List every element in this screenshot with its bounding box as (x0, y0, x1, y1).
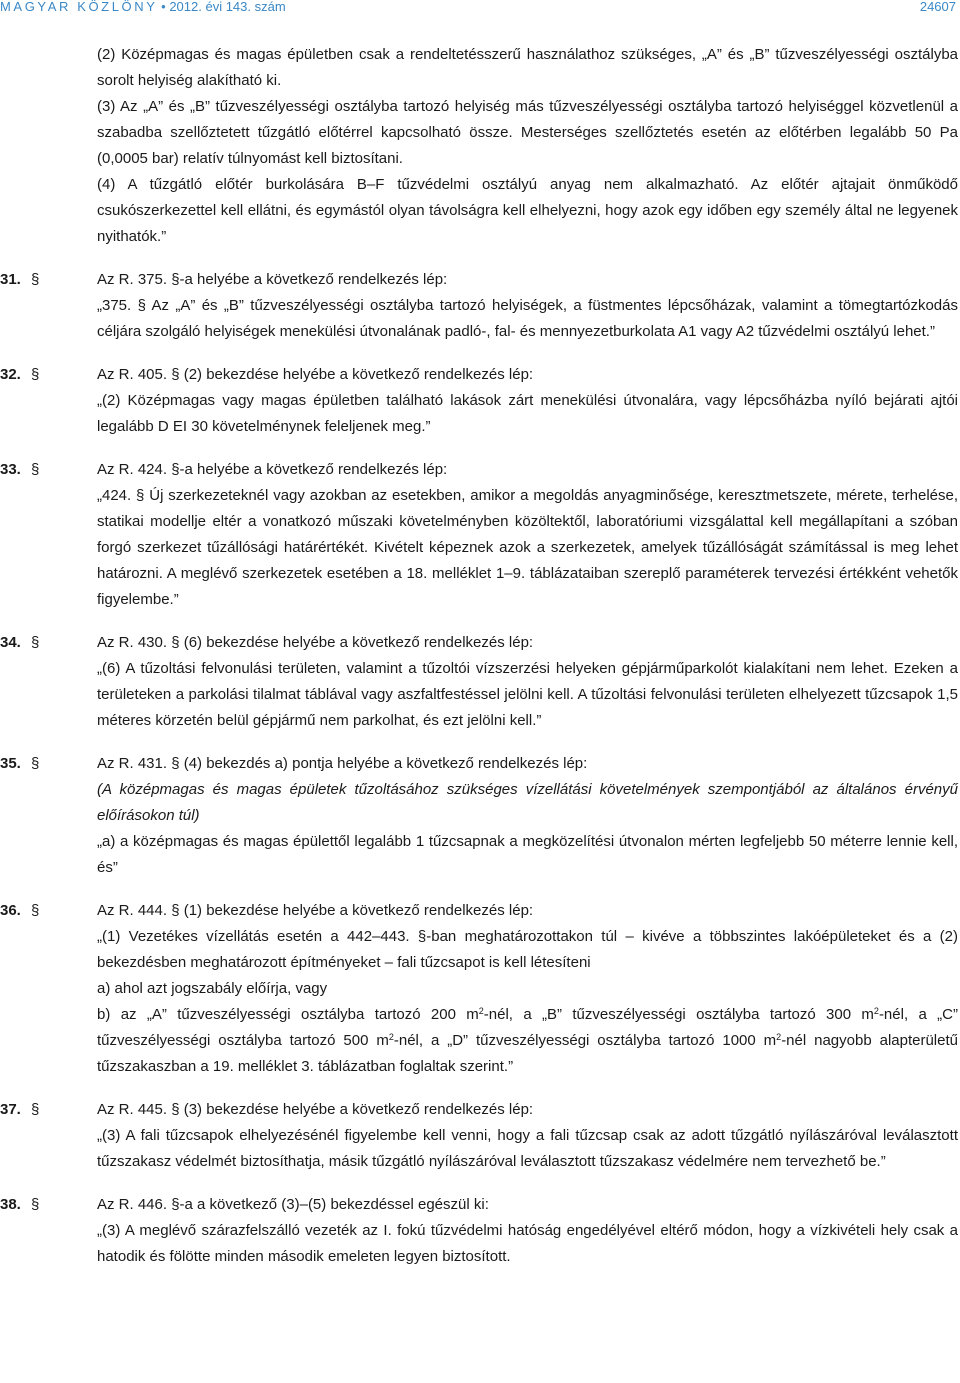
amendment-text: „(1) Vezetékes vízellátás esetén a 442–443. §-ban meghatározottakon túl – kivéve a többszintes lakóépületeket és a (2) bekezdésben meghatározott építményeket – fali tűzcsapot is kell létesíteni (97, 928, 958, 971)
amendment-intro: Az R. 430. § (6) bekezdése helyébe a következő rendelkezés lép: (97, 634, 534, 651)
section-sign: § (31, 634, 40, 651)
amendment-33 (0, 457, 958, 613)
item-number: 38. (0, 1196, 21, 1213)
amendment-31 (0, 267, 958, 345)
section-sign: § (31, 755, 40, 772)
section-sign: § (31, 461, 40, 478)
amendment-text: „424. § Új szerkezeteknél vagy azokban az esetekben, amikor a megoldás anyagminősége, keresztmetszete, mérete, terhelése, statikai modellje eltér a vonatkozó műszaki követelményben közöltektől, laboratóriumi vizsgálattal kell megállapítani a szóban forgó szerkezet tűzállósági határértékét. Kivételt képeznek azok a szerkezetek, amelyek tűzállóságát számítással is meg lehet határozni. A meglévő szerkezetek esetében a 18. melléklet 1–9. táblázataiban szereplő paraméterek tervezési értékként vehetők figyelembe.” (97, 487, 958, 608)
paragraph-2: (2) Középmagas és magas épületben csak a rendeltetésszerű használathoz szükséges, „A” és „B” tűzveszélyességi osztályba sorolt helyiség alakítható ki. (97, 46, 958, 89)
point-b: b) az „A” tűzveszélyességi osztályba tartozó 200 $m^2$-nél, a „B” tűzveszélyességi osztályba tartozó 300 $m^2$-nél, a „C” tűzveszélyességi osztályba tartozó 500 $m^2$-nél, a „D” tűzveszélyességi osztályba tartozó 1000 $m^2$-nél nagyobb alapterületű tűzszakaszban a 19. melléklet 3. táblázatban foglaltak szerint.” (97, 1006, 958, 1075)
amendment-32 (0, 362, 958, 440)
amendment-intro: Az R. 445. § (3) bekezdése helyébe a következő rendelkezés lép: (97, 1101, 534, 1118)
amendment-intro: Az R. 431. § (4) bekezdés a) pontja helyébe a következő rendelkezés lép: (97, 755, 588, 772)
amendment-intro: Az R. 405. § (2) bekezdése helyébe a következő rendelkezés lép: (97, 366, 534, 383)
amendment-text: „(3) A fali tűzcsapok elhelyezésénél figyelembe kell venni, hogy a fali tűzcsap csak az adott tűzgátló nyílászáróval leválasztott tűzszakasz védelmét biztosíthatja, másik tűzgátló nyílászáróval leválasztott tűzszakasz védelmére nem tervezhető be.” (97, 1127, 958, 1170)
amendment-intro: Az R. 446. §-a a következő (3)–(5) bekezdéssel egészül ki: (97, 1196, 489, 1213)
item-number: 37. (0, 1101, 21, 1118)
amendment-text: „a) a középmagas és magas épülettől legalább 1 tűzcsapnak a megközelítési útvonalon mérten legfeljebb 50 méterre lennie kell, és” (97, 833, 958, 876)
section-sign: § (31, 1196, 40, 1213)
amendment-36 (0, 898, 958, 1080)
amendment-38 (0, 1192, 958, 1270)
publication-header (0, 0, 286, 14)
amendment-37 (0, 1097, 958, 1175)
amendment-intro: Az R. 444. § (1) bekezdése helyébe a következő rendelkezés lép: (97, 902, 534, 919)
amendment-34 (0, 630, 958, 734)
section-sign: § (31, 902, 40, 919)
item-number: 33. (0, 461, 21, 478)
item-number: 32. (0, 366, 21, 383)
section-sign: § (31, 271, 40, 288)
amendment-context: (A középmagas és magas épületek tűzoltásához szükséges vízellátási követelmények szempontjából az általános érvényű előírásokon túl) (97, 781, 958, 824)
amendment-intro: Az R. 375. §-a helyébe a következő rendelkezés lép: (97, 271, 448, 288)
page-number: 24607 (919, 0, 956, 14)
publication-title: MAGYAR KÖZLÖNY (0, 0, 158, 14)
amendment-text: „(3) A meglévő szárazfelszálló vezeték az I. fokú tűzvédelmi hatóság engedélyével eltérő módon, hogy a vízkivételi hely csak a hatodik és fölötte minden második emeleten legyen biztosított. (97, 1222, 958, 1265)
item-number: 34. (0, 634, 21, 651)
item-number: 35. (0, 755, 21, 772)
header-bullet: • (161, 0, 166, 14)
section-sign: § (31, 366, 40, 383)
item-number: 31. (0, 271, 21, 288)
amendment-text: „(6) A tűzoltási felvonulási területen, valamint a tűzoltói vízszerzési helyeken gépjárműparkolót kialakítani nem lehet. Ezeken a területeken a parkolási tilalmat táblával vagy aszfaltfestéssel jelölni kell. A tűzoltási felvonulási területen elhelyezett tűzcsapok 1,5 méteres körzetén belül gépjármű nem parkolhat, és ezt jelölni kell.” (97, 660, 958, 729)
point-a: a) ahol azt jogszabály előírja, vagy (97, 980, 328, 997)
document-body (0, 42, 960, 1270)
amendment-text: „375. § Az „A” és „B” tűzveszélyességi osztályba tartozó helyiségek, a füstmentes lépcsőházak, valamint a tömegtartózkodás céljára szolgáló helyiségek menekülési útvonalának padló-, fal- és mennyezetburkolata A1 vagy A2 tűzvédelmi osztályú lehet.” (97, 297, 958, 340)
amendment-intro: Az R. 424. §-a helyébe a következő rendelkezés lép: (97, 461, 448, 478)
section-sign: § (31, 1101, 40, 1118)
amendment-35 (0, 751, 958, 881)
issue-label: 2012. évi 143. szám (169, 0, 286, 14)
amendment-text: „(2) Középmagas vagy magas épületben található lakások zárt menekülési útvonalára, vagy lépcsőházba nyíló bejárati ajtói legalább D EI 30 követelménynek feleljenek meg.” (97, 392, 958, 435)
running-header (0, 0, 960, 18)
item-number: 36. (0, 902, 21, 919)
paragraph-4: (4) A tűzgátló előtér burkolására B–F tűzvédelmi osztályú anyag nem alkalmazható. Az előtér ajtajait önműködő csukószerkezettel kell ellátni, és egymástól olyan távolságra kell elhelyezni, hogy azok egy időben egy személy által ne legyenek nyithatók.” (97, 176, 958, 245)
paragraph-3: (3) Az „A” és „B” tűzveszélyességi osztályba tartozó helyiség más tűzveszélyességi osztályba tartozó helyiséggel közvetlenül a szabadba szellőztetett tűzgátló előtérrel kapcsolható össze. Mesterséges szellőztetés esetén az előtérben legalább 50 Pa (0,0005 bar) relatív túlnyomást kell biztosítani. (97, 98, 958, 167)
